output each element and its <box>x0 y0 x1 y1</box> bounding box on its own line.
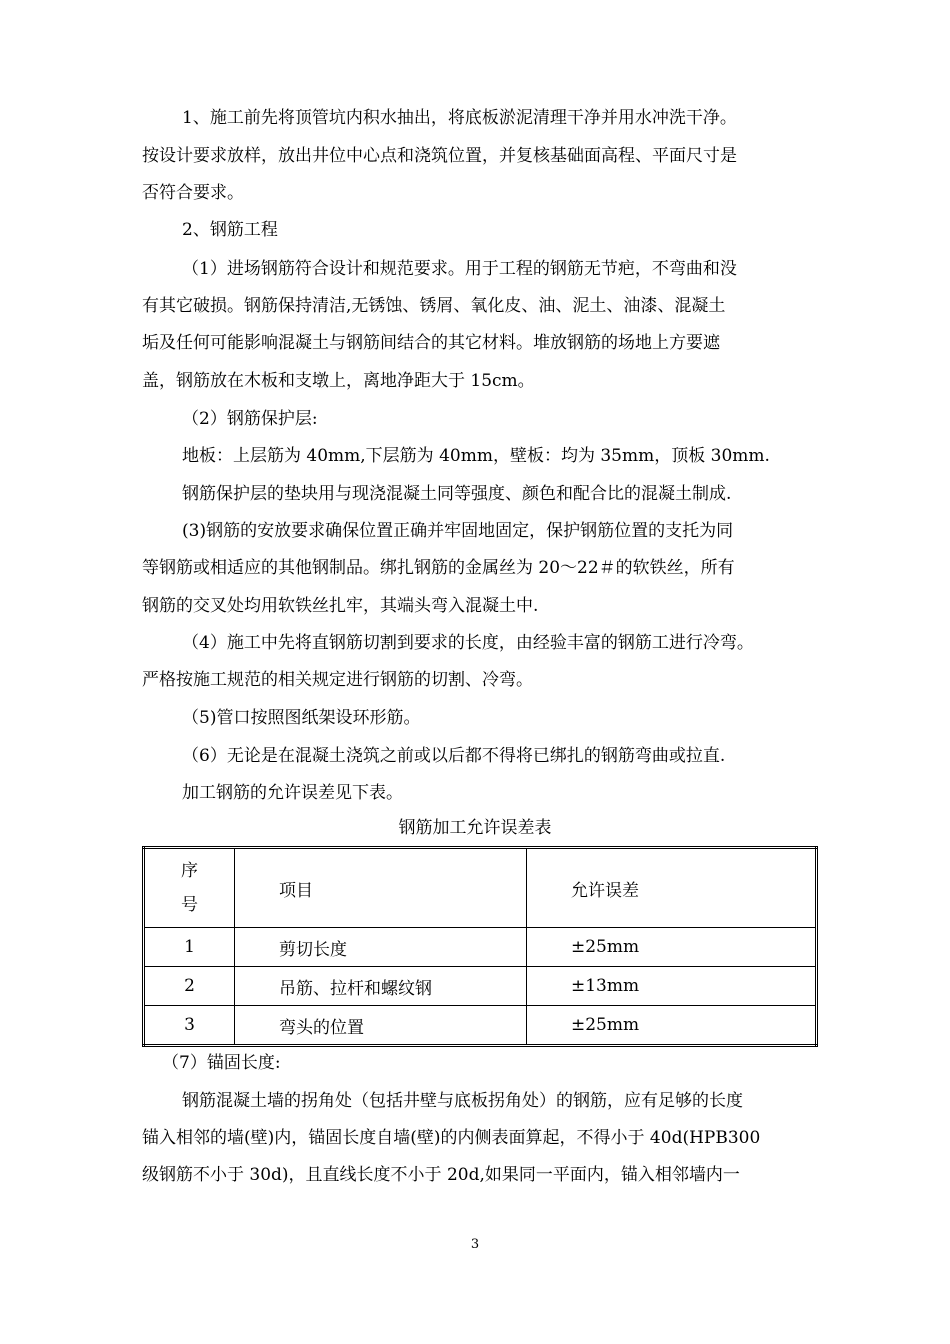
text-line: （5)管口按照图纸架设环形筋。 <box>182 708 421 728</box>
text-line: 严格按施工规范的相关规定进行钢筋的切割、冷弯。 <box>142 670 533 690</box>
header-num-bottom: 号 <box>181 895 198 915</box>
text-line: 否符合要求。 <box>142 183 244 203</box>
text-line: 地板：上层筋为 40mm,下层筋为 40mm，壁板：均为 35mm，顶板 30mm. <box>182 446 770 466</box>
text-line: 有其它破损。钢筋保持清洁,无锈蚀、锈屑、氧化皮、油、泥土、油漆、混凝土 <box>142 296 726 316</box>
header-num-cell <box>144 848 235 928</box>
text-line: 钢筋的交叉处均用软铁丝扎牢，其端头弯入混凝土中. <box>142 596 539 616</box>
row-num: 3 <box>144 1006 235 1046</box>
text-line: 锚入相邻的墙(壁)内，锚固长度自墙(壁)的内侧表面算起，不得小于 40d(HPB300 <box>142 1128 761 1148</box>
text-line: 加工钢筋的允许误差见下表。 <box>182 783 403 803</box>
table-row <box>144 967 817 1006</box>
text-line: （6）无论是在混凝土浇筑之前或以后都不得将已绑扎的钢筋弯曲或拉直. <box>182 746 726 766</box>
text-line: 钢筋混凝土墙的拐角处（包括井壁与底板拐角处）的钢筋，应有足够的长度 <box>182 1091 743 1111</box>
text-line: 按设计要求放样，放出井位中心点和浇筑位置，并复核基础面高程、平面尺寸是 <box>142 146 737 166</box>
page-number: 3 <box>470 1237 480 1252</box>
row-num: 2 <box>144 967 235 1006</box>
text-line: 1、施工前先将顶管坑内积水抽出，将底板淤泥清理干净并用水冲洗干净。 <box>182 108 737 128</box>
text-line: 级钢筋不小于 30d)，且直线长度不小于 20d,如果同一平面内，锚入相邻墙内一 <box>142 1165 740 1185</box>
row-tolerance: ±25mm <box>527 1006 817 1046</box>
row-item: 剪切长度 <box>235 928 527 967</box>
text-line: 垢及任何可能影响混凝土与钢筋间结合的其它材料。堆放钢筋的场地上方要遮 <box>142 333 720 353</box>
header-item-cell: 项目 <box>235 848 527 928</box>
table-header-row <box>144 848 817 928</box>
text-line: 钢筋保护层的垫块用与现浇混凝土同等强度、颜色和配合比的混凝土制成. <box>182 484 732 504</box>
table-row <box>144 928 817 967</box>
header-tolerance-cell: 允许误差 <box>527 848 817 928</box>
text-line: （4）施工中先将直钢筋切割到要求的长度，由经验丰富的钢筋工进行冷弯。 <box>182 633 754 653</box>
row-tolerance: ±25mm <box>527 928 817 967</box>
text-line: (3)钢筋的安放要求确保位置正确并牢固地固定，保护钢筋位置的支托为同 <box>182 521 734 541</box>
row-item: 吊筋、拉杆和螺纹钢 <box>235 967 527 1006</box>
table-caption: 钢筋加工允许误差表 <box>398 818 552 838</box>
text-line: （7）锚固长度: <box>162 1053 281 1073</box>
row-item: 弯头的位置 <box>235 1006 527 1046</box>
row-num: 1 <box>144 928 235 967</box>
tolerance-table <box>142 846 818 1047</box>
row-tolerance: ±13mm <box>527 967 817 1006</box>
header-num-top: 序 <box>181 861 198 881</box>
text-line: 等钢筋或相适应的其他钢制品。绑扎钢筋的金属丝为 20～22＃的软铁丝，所有 <box>142 558 735 578</box>
text-line: 盖，钢筋放在木板和支墩上，离地净距大于 15cm。 <box>142 371 535 391</box>
text-line: （2）钢筋保护层: <box>182 409 318 429</box>
section-heading: 2、钢筋工程 <box>182 220 278 240</box>
text-line: （1）进场钢筋符合设计和规范要求。用于工程的钢筋无节疤，不弯曲和没 <box>182 259 737 279</box>
table-row <box>144 1006 817 1046</box>
